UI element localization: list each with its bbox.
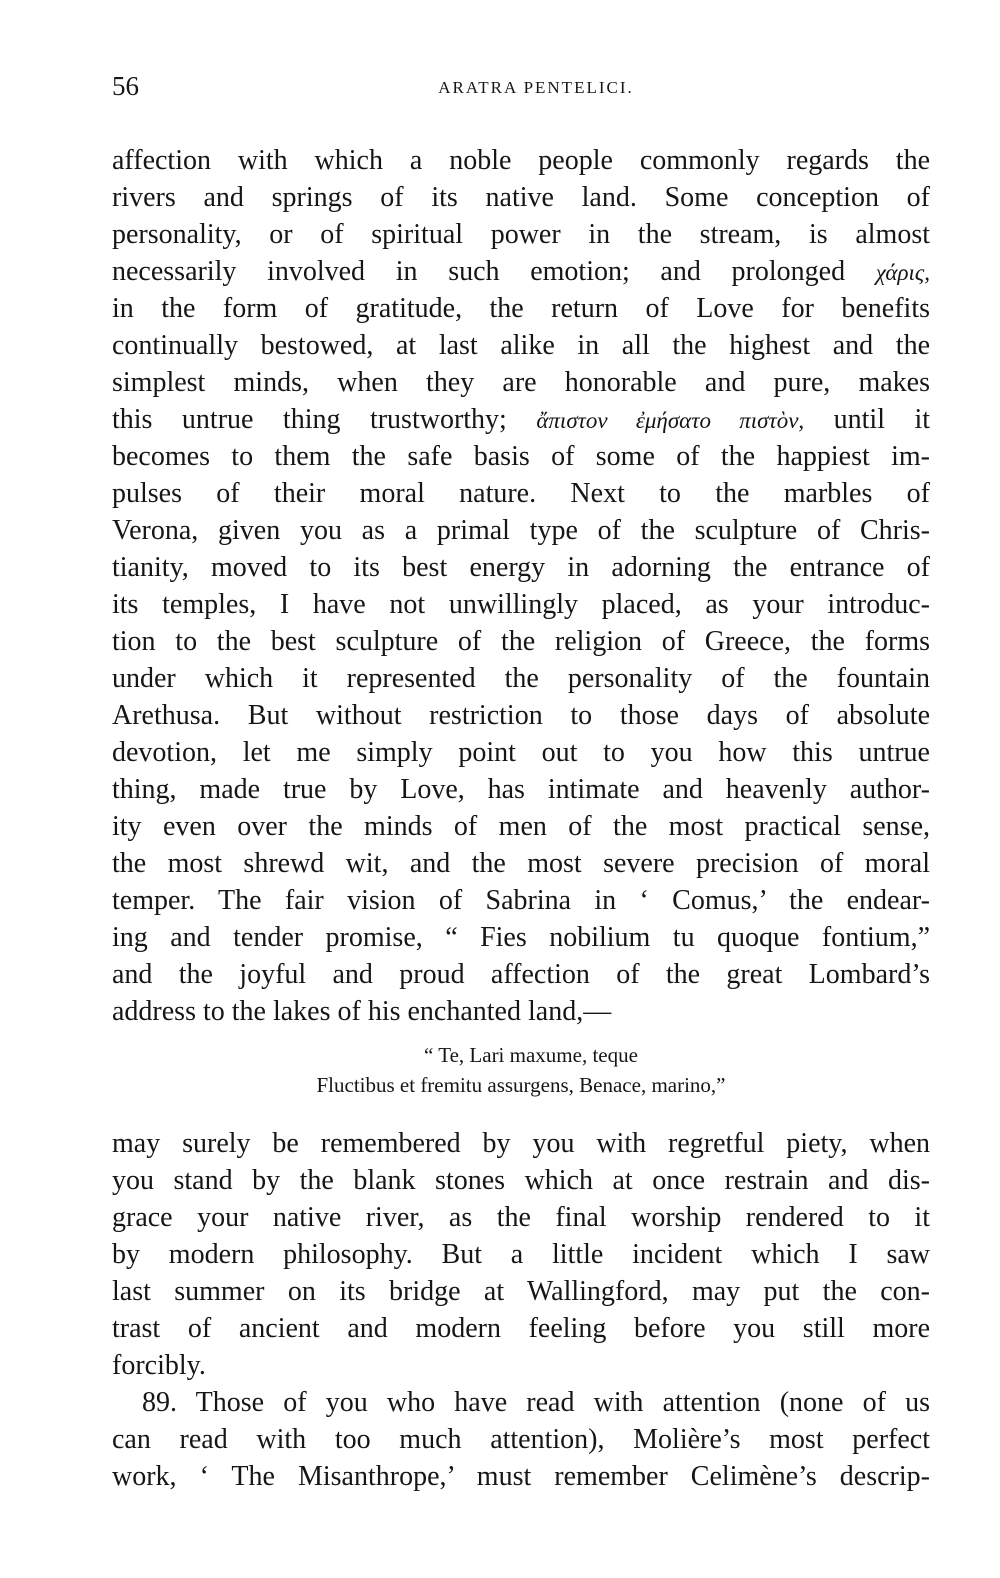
text-line: work, ‘ The Misanthrope,’ must remember Celimène’s descrip- (112, 1461, 930, 1492)
text-line: Arethusa. But without restriction to those days of absolute (112, 700, 930, 731)
text-line: temper. The fair vision of Sabrina in ‘ Comus,’ the endear- (112, 885, 930, 916)
text-line: 89. Those of you who have read with attention (none of us (142, 1387, 930, 1418)
text-line-with-greek (112, 401, 930, 438)
paragraph-89 (112, 1384, 930, 1495)
text-line: tion to the best sculpture of the religion of Greece, the forms (112, 626, 930, 657)
text-line: rivers and springs of its native land. Some conception of (112, 182, 930, 213)
text-line: the most shrewd wit, and the most severe precision of moral (112, 848, 930, 879)
text-line: and the joyful and proud affection of the great Lombard’s (112, 959, 930, 990)
text-line: tianity, moved to its best energy in adorning the entrance of (112, 552, 930, 583)
paragraph-main (112, 142, 930, 1030)
text-line: affection with which a noble people commonly regards the (112, 145, 930, 176)
quote-line: Fluctibus et fremitu assurgens, Benace, marino,” (316, 1073, 726, 1097)
text-line: forcibly. (112, 1350, 206, 1381)
text-line: devotion, let me simply point out to you how this untrue (112, 737, 930, 768)
text-line: simplest minds, when they are honorable and pure, makes (112, 367, 930, 398)
greek-word-charis: χάρις, (875, 260, 930, 285)
text-line: you stand by the blank stones which at once restrain and dis- (112, 1165, 930, 1196)
text-line: becomes to them the safe basis of some of the happiest im- (112, 441, 930, 472)
text-line: under which it represented the personality of the fountain (112, 663, 930, 694)
text-line: grace your native river, as the final worship rendered to it (112, 1202, 930, 1233)
text-segment: this untrue thing trustworthy; (112, 404, 507, 435)
text-line: thing, made true by Love, has intimate and heavenly author- (112, 774, 930, 805)
text-line: may surely be remembered by you with regretful piety, when (112, 1128, 930, 1159)
text-segment: until it (833, 404, 930, 435)
text-line: ing and tender promise, “ Fies nobilium tu quoque fontium,” (112, 922, 930, 953)
quote-line: “ Te, Lari maxume, teque (424, 1043, 638, 1067)
text-line: last summer on its bridge at Wallingford, may put the con- (112, 1276, 930, 1307)
text-line: Verona, given you as a primal type of the sculpture of Chris- (112, 515, 930, 546)
text-segment: necessarily involved in such emotion; and prolonged (112, 256, 846, 287)
text-line: can read with too much attention), Molière’s most perfect (112, 1424, 930, 1455)
text-line: ity even over the minds of men of the most practical sense, (112, 811, 930, 842)
text-line: its temples, I have not unwillingly placed, as your introduc- (112, 589, 930, 620)
page-header (112, 70, 930, 110)
text-line: address to the lakes of his enchanted land,— (112, 996, 612, 1027)
text-line: by modern philosophy. But a little incident which I saw (112, 1239, 930, 1270)
paragraph-continuation (112, 1125, 930, 1384)
text-line: continually bestowed, at last alike in all the highest and the (112, 330, 930, 361)
running-title: ARATRA PENTELICI. (438, 78, 634, 97)
page-number: 56 (112, 71, 139, 101)
verse-quotation (112, 1040, 930, 1100)
text-line-with-greek (112, 253, 930, 290)
text-line: trast of ancient and modern feeling before you still more (112, 1313, 930, 1344)
text-line: in the form of gratitude, the return of Love for benefits (112, 293, 930, 324)
text-line: personality, or of spiritual power in the stream, is almost (112, 219, 930, 250)
greek-phrase: ἄπιστον ἐμήσατο πιστὸν, (536, 408, 805, 433)
text-line: pulses of their moral nature. Next to the marbles of (112, 478, 930, 509)
